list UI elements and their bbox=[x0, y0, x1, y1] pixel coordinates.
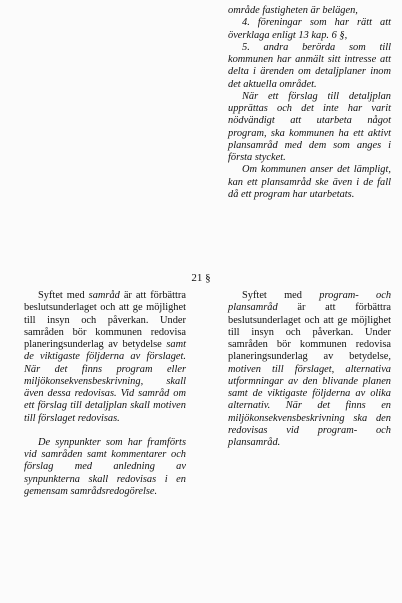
italic-text: Om kommunen anser det lämpligt, kan ett plansamråd ske även i de fall då ett program har utarbetats. bbox=[228, 164, 391, 200]
paragraph bbox=[24, 437, 186, 498]
paragraph bbox=[228, 42, 391, 91]
top-right-text-column bbox=[228, 5, 391, 201]
paragraph bbox=[228, 91, 391, 165]
italic-text: program- och plansamråd bbox=[228, 290, 392, 314]
italic-text: 5. andra berörda som till kommunen har anmält sitt intresse att delta i ärenden om detaljplaner inom det aktuella området. bbox=[228, 41, 391, 90]
italic-text: område fastigheten är belägen, bbox=[228, 5, 358, 16]
text: Syftet med bbox=[242, 290, 320, 301]
paragraph bbox=[228, 5, 391, 17]
italic-text: När ett förslag till detaljplan upprättas och det inte har varit nödvändigt att utarbeta något program, ska kommunen ha ett aktivt plansamråd med dem som anges i första stycket. bbox=[228, 90, 391, 163]
text: är att förbättra beslutsunderlaget och att ge möjlighet till insyn och påverkan. Under samråden bör kommunen redovisa planeringsunderlag av betydelse bbox=[228, 302, 391, 363]
italic-text: De synpunkter som har framförts vid samråden samt kommentarer och förslag med anledning av synpunkterna skall redovisas i en gemensam samrådsredogörelse. bbox=[24, 436, 186, 497]
italic-text: 4. föreningar som har rätt att överklaga enligt 13 kap. 6 §, bbox=[228, 17, 391, 41]
italic-text: samt de viktigaste följderna av förslaget. När det finns program eller miljökonsekvensbeskrivning, skall även dessa redovisas. Vid samråd om ett förslag till detaljplan skall motiven till förslaget redovisas. bbox=[24, 339, 186, 424]
section-number: 21 § bbox=[191, 272, 211, 284]
paragraph bbox=[228, 290, 391, 449]
paragraph bbox=[228, 164, 391, 201]
paragraph bbox=[24, 290, 186, 425]
left-text-column bbox=[24, 290, 186, 498]
right-text-column bbox=[228, 290, 391, 449]
text: är att förbättra beslutsunderlaget och att ge möjlighet till insyn och påverkan. Under samråden bör kommunen redovisa planeringsunderlag av betydelse bbox=[24, 290, 186, 350]
paragraph-gap bbox=[24, 425, 186, 437]
text: Syftet med bbox=[38, 290, 89, 301]
italic-text: samråd bbox=[88, 290, 120, 301]
paragraph bbox=[228, 17, 391, 42]
italic-text: , motiven till förslaget, alternativa utformningar av den blivande planen samt de viktigaste följderna av olika alternativ. När det finns en miljökonsekvensbeskrivning ska den redovisas vid program- och plansamråd. bbox=[228, 351, 391, 448]
